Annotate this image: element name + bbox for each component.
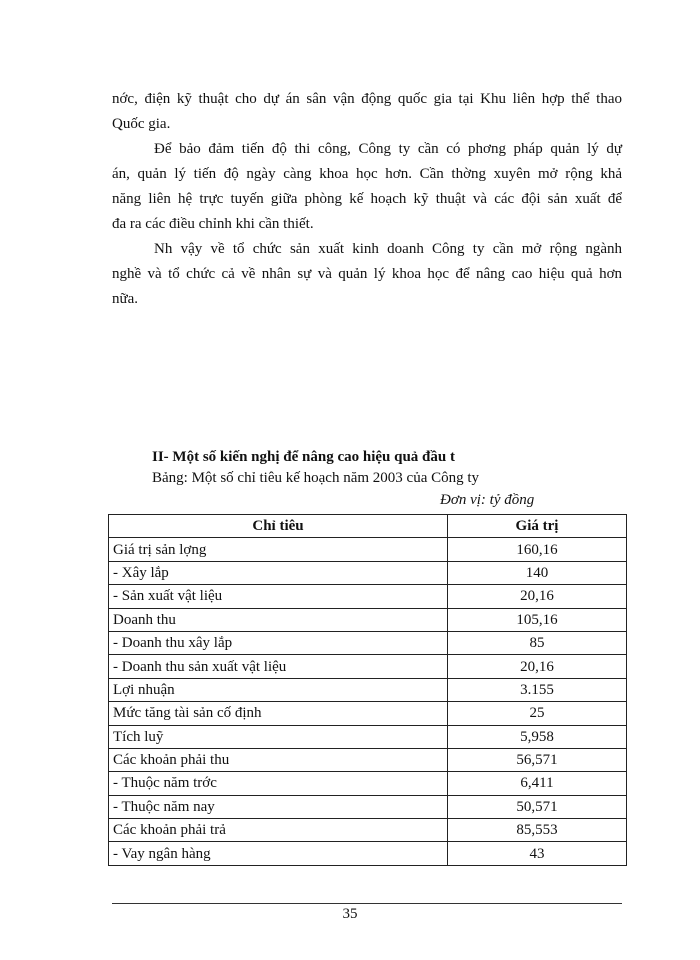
paragraph-line: án, quản lý tiến độ ngày càng khoa học hơn. Cần thờng xuyên mở rộng khả — [112, 166, 622, 182]
table-row — [109, 585, 627, 608]
indicator-cell: Giá trị sản lợng — [109, 538, 448, 561]
value-cell: 85 — [448, 631, 627, 654]
paragraph-line: đa ra các điều chỉnh khi cần thiết. — [112, 216, 314, 232]
value-cell: 25 — [448, 702, 627, 725]
paragraph-3 — [112, 237, 622, 312]
table-row — [109, 561, 627, 584]
indicator-cell: Các khoản phải trả — [109, 819, 448, 842]
section-title: II- Một số kiến nghị để nâng cao hiệu quả đầu t — [152, 449, 455, 465]
value-cell: 6,411 — [448, 772, 627, 795]
paragraph-line: nghề và tổ chức cả về nhân sự và quản lý khoa học để nâng cao hiệu quả hơn — [112, 266, 622, 282]
indicator-cell: - Doanh thu xây lắp — [109, 631, 448, 654]
table-row — [109, 725, 627, 748]
paragraph-1 — [112, 87, 622, 137]
unit-label: Đơn vị: tỷ đồng — [440, 492, 535, 508]
value-cell: 43 — [448, 842, 627, 865]
indicator-cell: - Xây lắp — [109, 561, 448, 584]
indicator-cell: - Doanh thu sản xuất vật liệu — [109, 655, 448, 678]
paragraph-line: nữa. — [112, 291, 139, 307]
value-cell: 85,553 — [448, 819, 627, 842]
paragraph-2 — [112, 137, 622, 237]
value-cell: 56,571 — [448, 748, 627, 771]
indicator-cell: Mức tăng tài sản cố định — [109, 702, 448, 725]
indicator-cell: Doanh thu — [109, 608, 448, 631]
value-cell: 105,16 — [448, 608, 627, 631]
table-row — [109, 538, 627, 561]
paragraph-line-wrap — [112, 237, 622, 262]
table-row — [109, 655, 627, 678]
plan-indicators-table — [108, 514, 627, 866]
table-row — [109, 819, 627, 842]
table-row — [109, 608, 627, 631]
table-header-row — [109, 515, 627, 538]
header-indicator: Chỉ tiêu — [109, 515, 448, 538]
table-row — [109, 678, 627, 701]
value-cell: 20,16 — [448, 585, 627, 608]
value-cell: 3.155 — [448, 678, 627, 701]
indicator-cell: Lợi nhuận — [109, 678, 448, 701]
value-cell: 20,16 — [448, 655, 627, 678]
paragraph-line-wrap — [112, 137, 622, 162]
page-number: 35 — [342, 906, 358, 922]
value-cell: 160,16 — [448, 538, 627, 561]
indicator-cell: - Vay ngân hàng — [109, 842, 448, 865]
table-row — [109, 772, 627, 795]
table-row — [109, 842, 627, 865]
paragraph-line: Quốc gia. — [112, 116, 171, 132]
paragraph-line: Nh vậy về tổ chức sản xuất kinh doanh Công ty cần mở rộng ngành — [154, 241, 622, 257]
table-caption: Bảng: Một số chỉ tiêu kế hoạch năm 2003 của Công ty — [152, 470, 480, 486]
table-body — [109, 538, 627, 865]
paragraph-line: Để bảo đảm tiến độ thi công, Công ty cần có phơng pháp quản lý dự — [154, 141, 622, 157]
value-cell: 50,571 — [448, 795, 627, 818]
table-row — [109, 748, 627, 771]
value-cell: 140 — [448, 561, 627, 584]
paragraph-line: năng liên hệ trực tuyến giữa phòng kế hoạch kỹ thuật và các đội sản xuất để — [112, 191, 622, 207]
indicator-cell: Các khoản phải thu — [109, 748, 448, 771]
indicator-cell: Tích luỹ — [109, 725, 448, 748]
table-row — [109, 795, 627, 818]
indicator-cell: - Sản xuất vật liệu — [109, 585, 448, 608]
header-value: Giá trị — [448, 515, 627, 538]
table-row — [109, 631, 627, 654]
indicator-cell: - Thuộc năm nay — [109, 795, 448, 818]
value-cell: 5,958 — [448, 725, 627, 748]
footer-rule — [112, 903, 622, 904]
paragraph-line: nớc, điện kỹ thuật cho dự án sân vận động quốc gia tại Khu liên hợp thể thao — [112, 91, 622, 107]
table-row — [109, 702, 627, 725]
indicator-cell: - Thuộc năm trớc — [109, 772, 448, 795]
